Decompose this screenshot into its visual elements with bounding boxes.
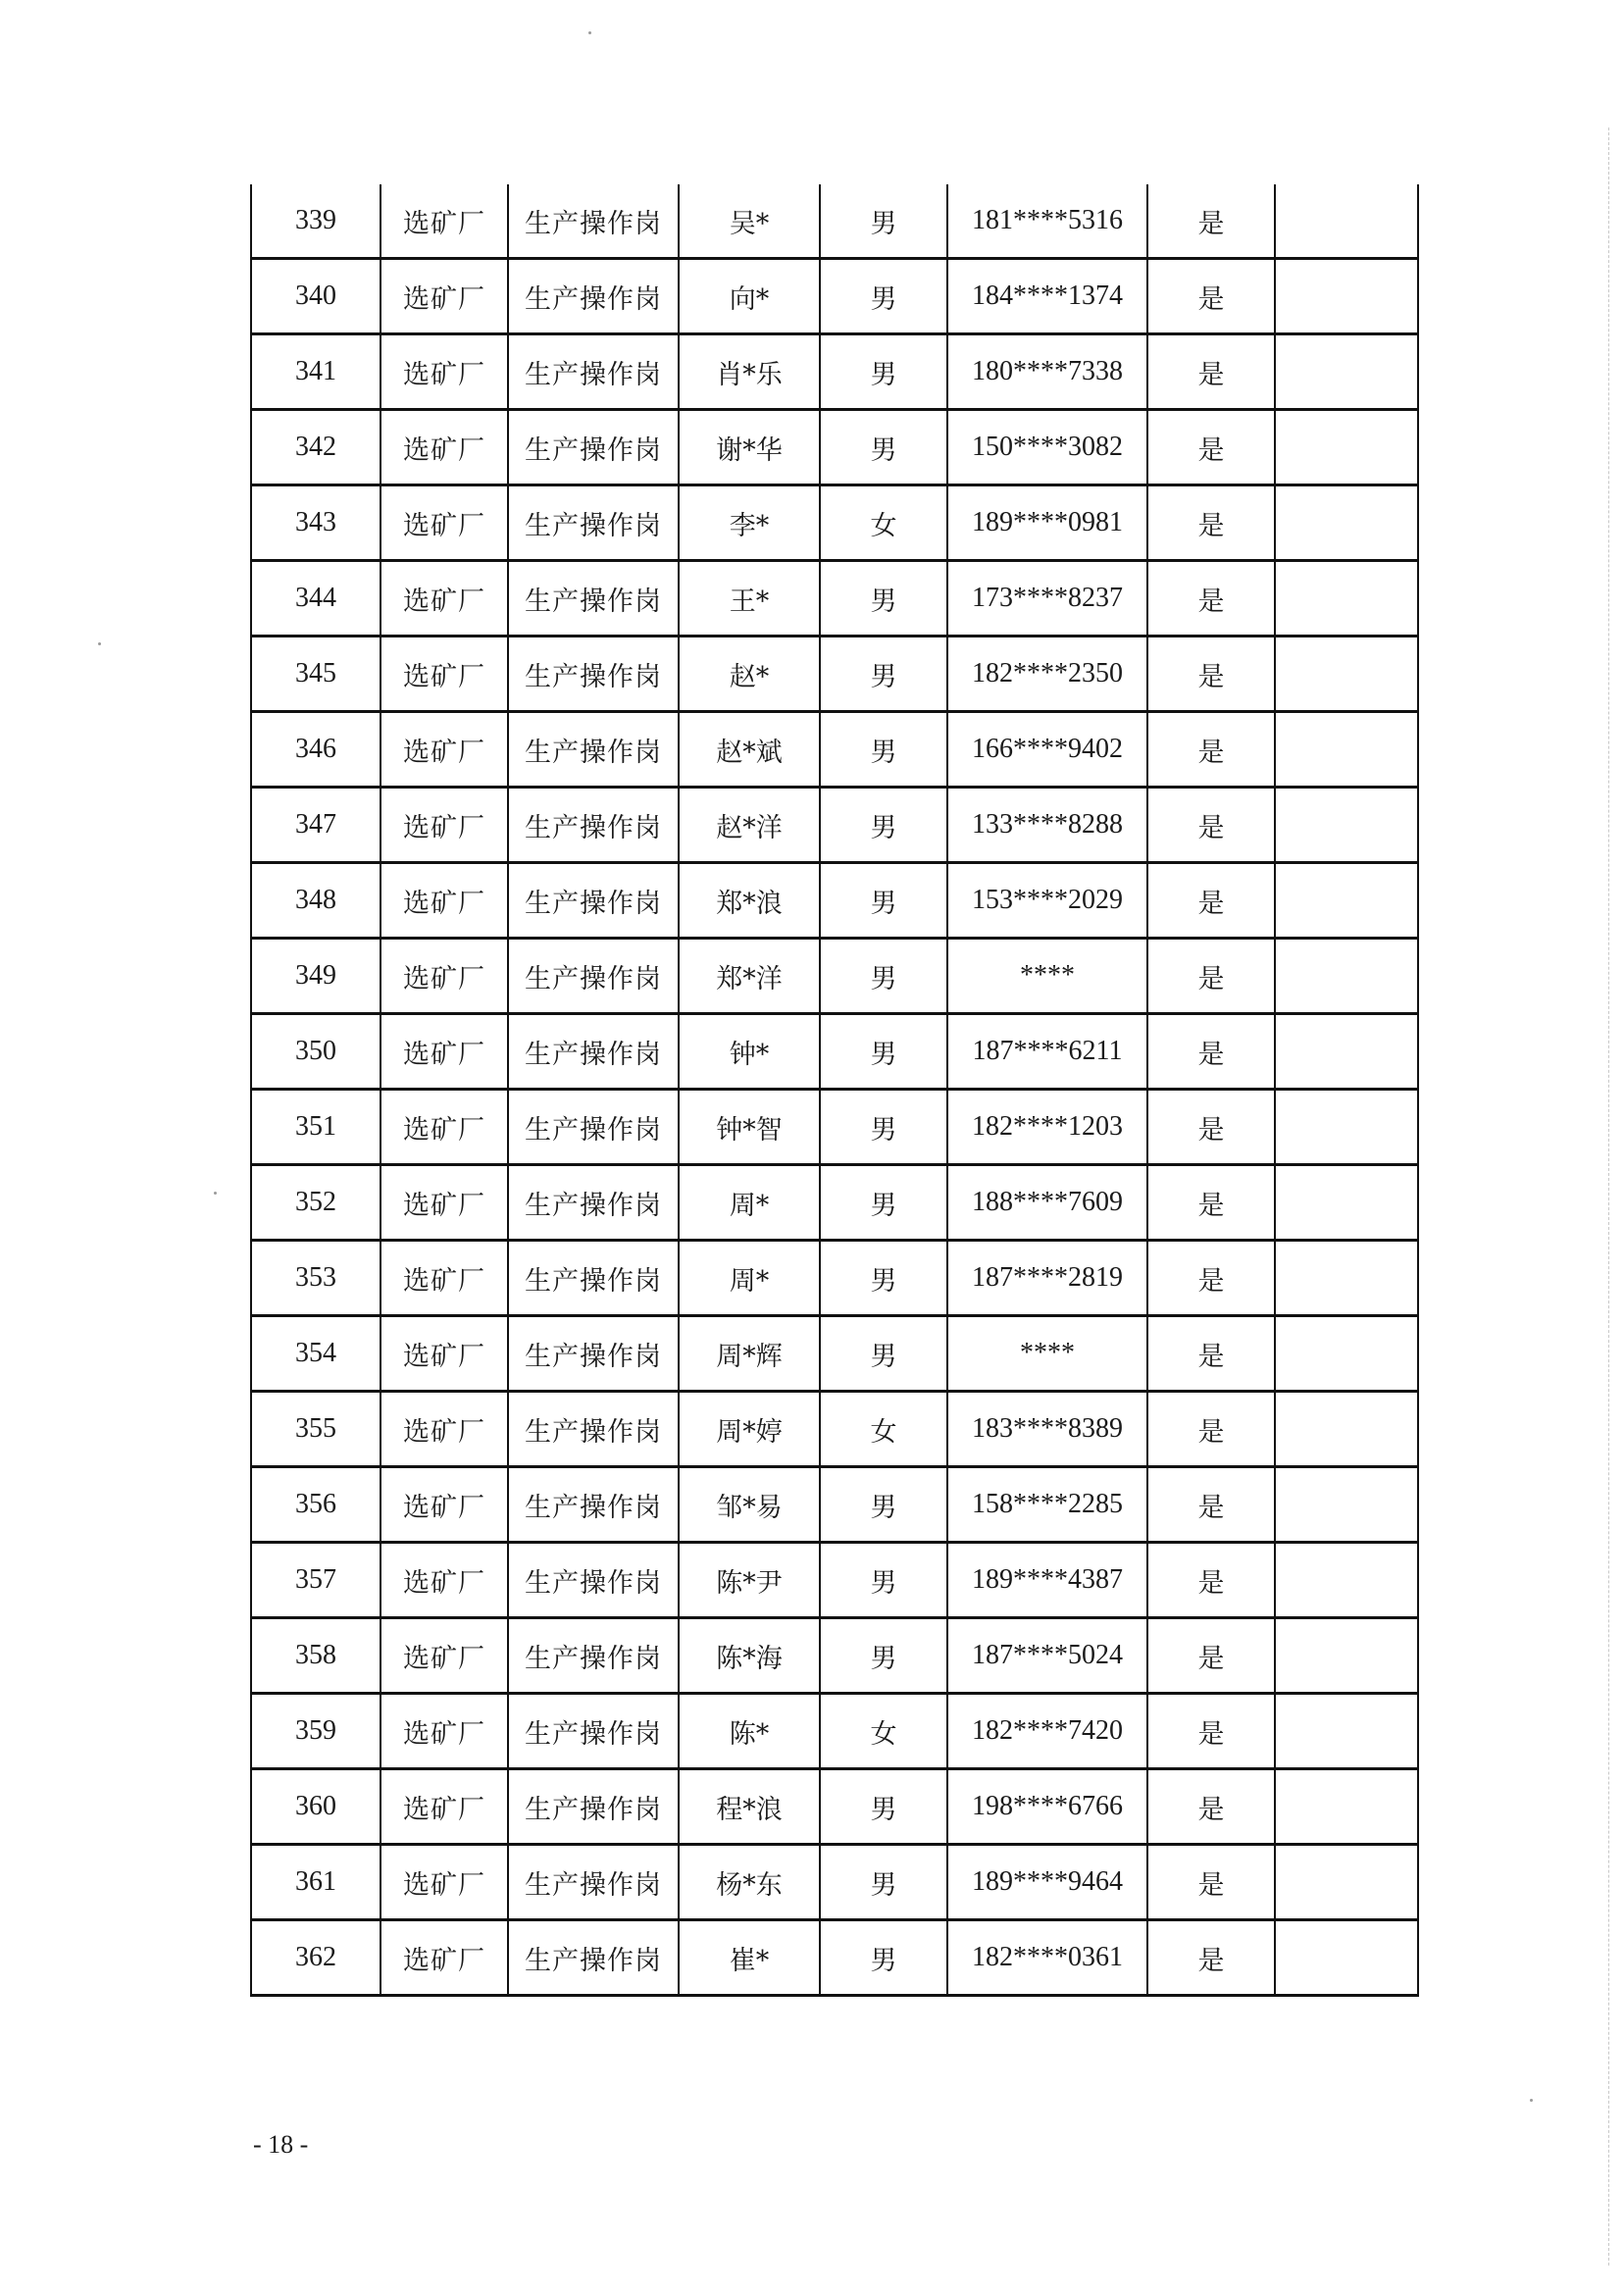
row-number-cell: 346 bbox=[251, 712, 381, 788]
note-cell bbox=[1275, 1769, 1418, 1845]
unit-cell: 选矿厂 bbox=[381, 1392, 508, 1467]
flag-cell: 是 bbox=[1147, 1090, 1275, 1165]
gender-cell: 男 bbox=[820, 334, 947, 410]
gender-cell: 男 bbox=[820, 1467, 947, 1543]
phone-cell: 182****7420 bbox=[947, 1694, 1147, 1769]
name-cell: 陈*尹 bbox=[679, 1543, 820, 1618]
phone-cell: 183****8389 bbox=[947, 1392, 1147, 1467]
unit-cell: 选矿厂 bbox=[381, 637, 508, 712]
table-row bbox=[251, 637, 1418, 712]
gender-cell: 男 bbox=[820, 788, 947, 863]
roster-table bbox=[250, 184, 1419, 1997]
gender-cell: 女 bbox=[820, 485, 947, 561]
post-cell: 生产操作岗 bbox=[508, 637, 679, 712]
row-number-cell: 339 bbox=[251, 184, 381, 259]
post-cell: 生产操作岗 bbox=[508, 1392, 679, 1467]
flag-cell: 是 bbox=[1147, 1618, 1275, 1694]
phone-cell: 180****7338 bbox=[947, 334, 1147, 410]
flag-cell: 是 bbox=[1147, 259, 1275, 334]
phone-cell: 166****9402 bbox=[947, 712, 1147, 788]
flag-cell: 是 bbox=[1147, 1392, 1275, 1467]
scan-speck bbox=[1530, 2099, 1533, 2102]
name-cell: 周* bbox=[679, 1165, 820, 1241]
name-cell: 赵*洋 bbox=[679, 788, 820, 863]
row-number-cell: 344 bbox=[251, 561, 381, 637]
gender-cell: 男 bbox=[820, 1090, 947, 1165]
flag-cell: 是 bbox=[1147, 863, 1275, 939]
note-cell bbox=[1275, 863, 1418, 939]
row-number-cell: 357 bbox=[251, 1543, 381, 1618]
gender-cell: 女 bbox=[820, 1694, 947, 1769]
unit-cell: 选矿厂 bbox=[381, 1241, 508, 1316]
table-row bbox=[251, 1920, 1418, 1996]
table-row bbox=[251, 184, 1418, 259]
note-cell bbox=[1275, 1241, 1418, 1316]
post-cell: 生产操作岗 bbox=[508, 259, 679, 334]
table-row bbox=[251, 1241, 1418, 1316]
post-cell: 生产操作岗 bbox=[508, 184, 679, 259]
flag-cell: 是 bbox=[1147, 939, 1275, 1014]
table-row bbox=[251, 561, 1418, 637]
post-cell: 生产操作岗 bbox=[508, 1769, 679, 1845]
phone-cell: 184****1374 bbox=[947, 259, 1147, 334]
unit-cell: 选矿厂 bbox=[381, 1920, 508, 1996]
post-cell: 生产操作岗 bbox=[508, 1467, 679, 1543]
flag-cell: 是 bbox=[1147, 788, 1275, 863]
gender-cell: 女 bbox=[820, 1392, 947, 1467]
row-number-cell: 354 bbox=[251, 1316, 381, 1392]
phone-cell: 182****2350 bbox=[947, 637, 1147, 712]
flag-cell: 是 bbox=[1147, 410, 1275, 485]
table-row bbox=[251, 788, 1418, 863]
row-number-cell: 359 bbox=[251, 1694, 381, 1769]
name-cell: 邹*易 bbox=[679, 1467, 820, 1543]
note-cell bbox=[1275, 1014, 1418, 1090]
post-cell: 生产操作岗 bbox=[508, 1543, 679, 1618]
row-number-cell: 345 bbox=[251, 637, 381, 712]
post-cell: 生产操作岗 bbox=[508, 1014, 679, 1090]
table-row bbox=[251, 1769, 1418, 1845]
note-cell bbox=[1275, 1467, 1418, 1543]
note-cell bbox=[1275, 637, 1418, 712]
note-cell bbox=[1275, 1392, 1418, 1467]
note-cell bbox=[1275, 184, 1418, 259]
note-cell bbox=[1275, 1165, 1418, 1241]
flag-cell: 是 bbox=[1147, 1845, 1275, 1920]
table-row bbox=[251, 863, 1418, 939]
unit-cell: 选矿厂 bbox=[381, 334, 508, 410]
note-cell bbox=[1275, 1316, 1418, 1392]
note-cell bbox=[1275, 259, 1418, 334]
unit-cell: 选矿厂 bbox=[381, 1543, 508, 1618]
gender-cell: 男 bbox=[820, 1769, 947, 1845]
row-number-cell: 355 bbox=[251, 1392, 381, 1467]
phone-cell: 198****6766 bbox=[947, 1769, 1147, 1845]
row-number-cell: 341 bbox=[251, 334, 381, 410]
gender-cell: 男 bbox=[820, 259, 947, 334]
flag-cell: 是 bbox=[1147, 334, 1275, 410]
post-cell: 生产操作岗 bbox=[508, 1694, 679, 1769]
row-number-cell: 352 bbox=[251, 1165, 381, 1241]
phone-cell: 189****9464 bbox=[947, 1845, 1147, 1920]
note-cell bbox=[1275, 1090, 1418, 1165]
note-cell bbox=[1275, 1618, 1418, 1694]
scan-speck bbox=[214, 1192, 217, 1195]
unit-cell: 选矿厂 bbox=[381, 1316, 508, 1392]
flag-cell: 是 bbox=[1147, 1165, 1275, 1241]
unit-cell: 选矿厂 bbox=[381, 410, 508, 485]
phone-cell: 187****6211 bbox=[947, 1014, 1147, 1090]
note-cell bbox=[1275, 1845, 1418, 1920]
name-cell: 周*辉 bbox=[679, 1316, 820, 1392]
unit-cell: 选矿厂 bbox=[381, 1090, 508, 1165]
phone-cell: 187****2819 bbox=[947, 1241, 1147, 1316]
post-cell: 生产操作岗 bbox=[508, 1090, 679, 1165]
unit-cell: 选矿厂 bbox=[381, 1014, 508, 1090]
scan-edge-line bbox=[1608, 127, 1610, 2266]
table-row bbox=[251, 1392, 1418, 1467]
table-row bbox=[251, 1845, 1418, 1920]
gender-cell: 男 bbox=[820, 1014, 947, 1090]
flag-cell: 是 bbox=[1147, 1467, 1275, 1543]
unit-cell: 选矿厂 bbox=[381, 561, 508, 637]
flag-cell: 是 bbox=[1147, 712, 1275, 788]
name-cell: 肖*乐 bbox=[679, 334, 820, 410]
flag-cell: 是 bbox=[1147, 637, 1275, 712]
unit-cell: 选矿厂 bbox=[381, 788, 508, 863]
phone-cell: 133****8288 bbox=[947, 788, 1147, 863]
phone-cell: 189****4387 bbox=[947, 1543, 1147, 1618]
name-cell: 郑*洋 bbox=[679, 939, 820, 1014]
row-number-cell: 349 bbox=[251, 939, 381, 1014]
gender-cell: 男 bbox=[820, 1241, 947, 1316]
name-cell: 李* bbox=[679, 485, 820, 561]
table-row bbox=[251, 410, 1418, 485]
note-cell bbox=[1275, 334, 1418, 410]
phone-cell: 182****0361 bbox=[947, 1920, 1147, 1996]
table-row bbox=[251, 1694, 1418, 1769]
post-cell: 生产操作岗 bbox=[508, 485, 679, 561]
name-cell: 钟*智 bbox=[679, 1090, 820, 1165]
note-cell bbox=[1275, 1694, 1418, 1769]
table-row bbox=[251, 1090, 1418, 1165]
post-cell: 生产操作岗 bbox=[508, 1165, 679, 1241]
flag-cell: 是 bbox=[1147, 1543, 1275, 1618]
gender-cell: 男 bbox=[820, 1845, 947, 1920]
row-number-cell: 340 bbox=[251, 259, 381, 334]
unit-cell: 选矿厂 bbox=[381, 259, 508, 334]
gender-cell: 男 bbox=[820, 184, 947, 259]
table-row bbox=[251, 712, 1418, 788]
phone-cell: 173****8237 bbox=[947, 561, 1147, 637]
scan-speck bbox=[588, 31, 591, 34]
name-cell: 陈*海 bbox=[679, 1618, 820, 1694]
name-cell: 赵*斌 bbox=[679, 712, 820, 788]
table-row bbox=[251, 485, 1418, 561]
flag-cell: 是 bbox=[1147, 561, 1275, 637]
name-cell: 陈* bbox=[679, 1694, 820, 1769]
name-cell: 赵* bbox=[679, 637, 820, 712]
gender-cell: 男 bbox=[820, 712, 947, 788]
phone-cell: 182****1203 bbox=[947, 1090, 1147, 1165]
flag-cell: 是 bbox=[1147, 1694, 1275, 1769]
phone-cell: 153****2029 bbox=[947, 863, 1147, 939]
note-cell bbox=[1275, 1543, 1418, 1618]
post-cell: 生产操作岗 bbox=[508, 1845, 679, 1920]
post-cell: 生产操作岗 bbox=[508, 712, 679, 788]
note-cell bbox=[1275, 1920, 1418, 1996]
name-cell: 周*婷 bbox=[679, 1392, 820, 1467]
post-cell: 生产操作岗 bbox=[508, 410, 679, 485]
unit-cell: 选矿厂 bbox=[381, 1467, 508, 1543]
row-number-cell: 361 bbox=[251, 1845, 381, 1920]
unit-cell: 选矿厂 bbox=[381, 712, 508, 788]
post-cell: 生产操作岗 bbox=[508, 1618, 679, 1694]
unit-cell: 选矿厂 bbox=[381, 1618, 508, 1694]
gender-cell: 男 bbox=[820, 1316, 947, 1392]
row-number-cell: 362 bbox=[251, 1920, 381, 1996]
row-number-cell: 348 bbox=[251, 863, 381, 939]
note-cell bbox=[1275, 485, 1418, 561]
table-row bbox=[251, 1165, 1418, 1241]
note-cell bbox=[1275, 939, 1418, 1014]
table-row bbox=[251, 939, 1418, 1014]
post-cell: 生产操作岗 bbox=[508, 863, 679, 939]
row-number-cell: 350 bbox=[251, 1014, 381, 1090]
post-cell: 生产操作岗 bbox=[508, 939, 679, 1014]
row-number-cell: 353 bbox=[251, 1241, 381, 1316]
gender-cell: 男 bbox=[820, 863, 947, 939]
note-cell bbox=[1275, 788, 1418, 863]
table-row bbox=[251, 334, 1418, 410]
table-row bbox=[251, 1014, 1418, 1090]
flag-cell: 是 bbox=[1147, 1769, 1275, 1845]
flag-cell: 是 bbox=[1147, 184, 1275, 259]
flag-cell: 是 bbox=[1147, 1920, 1275, 1996]
phone-cell: **** bbox=[947, 939, 1147, 1014]
post-cell: 生产操作岗 bbox=[508, 788, 679, 863]
phone-cell: **** bbox=[947, 1316, 1147, 1392]
name-cell: 谢*华 bbox=[679, 410, 820, 485]
post-cell: 生产操作岗 bbox=[508, 1316, 679, 1392]
name-cell: 程*浪 bbox=[679, 1769, 820, 1845]
flag-cell: 是 bbox=[1147, 1316, 1275, 1392]
row-number-cell: 356 bbox=[251, 1467, 381, 1543]
page-number: - 18 - bbox=[253, 2130, 309, 2159]
flag-cell: 是 bbox=[1147, 1241, 1275, 1316]
name-cell: 吴* bbox=[679, 184, 820, 259]
row-number-cell: 360 bbox=[251, 1769, 381, 1845]
post-cell: 生产操作岗 bbox=[508, 561, 679, 637]
gender-cell: 男 bbox=[820, 939, 947, 1014]
phone-cell: 181****5316 bbox=[947, 184, 1147, 259]
phone-cell: 187****5024 bbox=[947, 1618, 1147, 1694]
name-cell: 郑*浪 bbox=[679, 863, 820, 939]
flag-cell: 是 bbox=[1147, 485, 1275, 561]
table-row bbox=[251, 1618, 1418, 1694]
name-cell: 向* bbox=[679, 259, 820, 334]
table-row bbox=[251, 1467, 1418, 1543]
gender-cell: 男 bbox=[820, 1920, 947, 1996]
table-row bbox=[251, 1316, 1418, 1392]
post-cell: 生产操作岗 bbox=[508, 334, 679, 410]
roster-body bbox=[251, 184, 1418, 1996]
note-cell bbox=[1275, 561, 1418, 637]
phone-cell: 188****7609 bbox=[947, 1165, 1147, 1241]
gender-cell: 男 bbox=[820, 561, 947, 637]
note-cell bbox=[1275, 410, 1418, 485]
note-cell bbox=[1275, 712, 1418, 788]
flag-cell: 是 bbox=[1147, 1014, 1275, 1090]
gender-cell: 男 bbox=[820, 1165, 947, 1241]
unit-cell: 选矿厂 bbox=[381, 863, 508, 939]
row-number-cell: 347 bbox=[251, 788, 381, 863]
phone-cell: 150****3082 bbox=[947, 410, 1147, 485]
table-row bbox=[251, 1543, 1418, 1618]
post-cell: 生产操作岗 bbox=[508, 1241, 679, 1316]
row-number-cell: 343 bbox=[251, 485, 381, 561]
phone-cell: 158****2285 bbox=[947, 1467, 1147, 1543]
name-cell: 王* bbox=[679, 561, 820, 637]
gender-cell: 男 bbox=[820, 1618, 947, 1694]
unit-cell: 选矿厂 bbox=[381, 939, 508, 1014]
row-number-cell: 358 bbox=[251, 1618, 381, 1694]
row-number-cell: 351 bbox=[251, 1090, 381, 1165]
gender-cell: 男 bbox=[820, 410, 947, 485]
name-cell: 周* bbox=[679, 1241, 820, 1316]
table-row bbox=[251, 259, 1418, 334]
row-number-cell: 342 bbox=[251, 410, 381, 485]
unit-cell: 选矿厂 bbox=[381, 1845, 508, 1920]
post-cell: 生产操作岗 bbox=[508, 1920, 679, 1996]
unit-cell: 选矿厂 bbox=[381, 184, 508, 259]
name-cell: 杨*东 bbox=[679, 1845, 820, 1920]
name-cell: 崔* bbox=[679, 1920, 820, 1996]
name-cell: 钟* bbox=[679, 1014, 820, 1090]
gender-cell: 男 bbox=[820, 637, 947, 712]
unit-cell: 选矿厂 bbox=[381, 485, 508, 561]
unit-cell: 选矿厂 bbox=[381, 1694, 508, 1769]
unit-cell: 选矿厂 bbox=[381, 1769, 508, 1845]
unit-cell: 选矿厂 bbox=[381, 1165, 508, 1241]
scan-speck bbox=[98, 642, 101, 645]
phone-cell: 189****0981 bbox=[947, 485, 1147, 561]
gender-cell: 男 bbox=[820, 1543, 947, 1618]
